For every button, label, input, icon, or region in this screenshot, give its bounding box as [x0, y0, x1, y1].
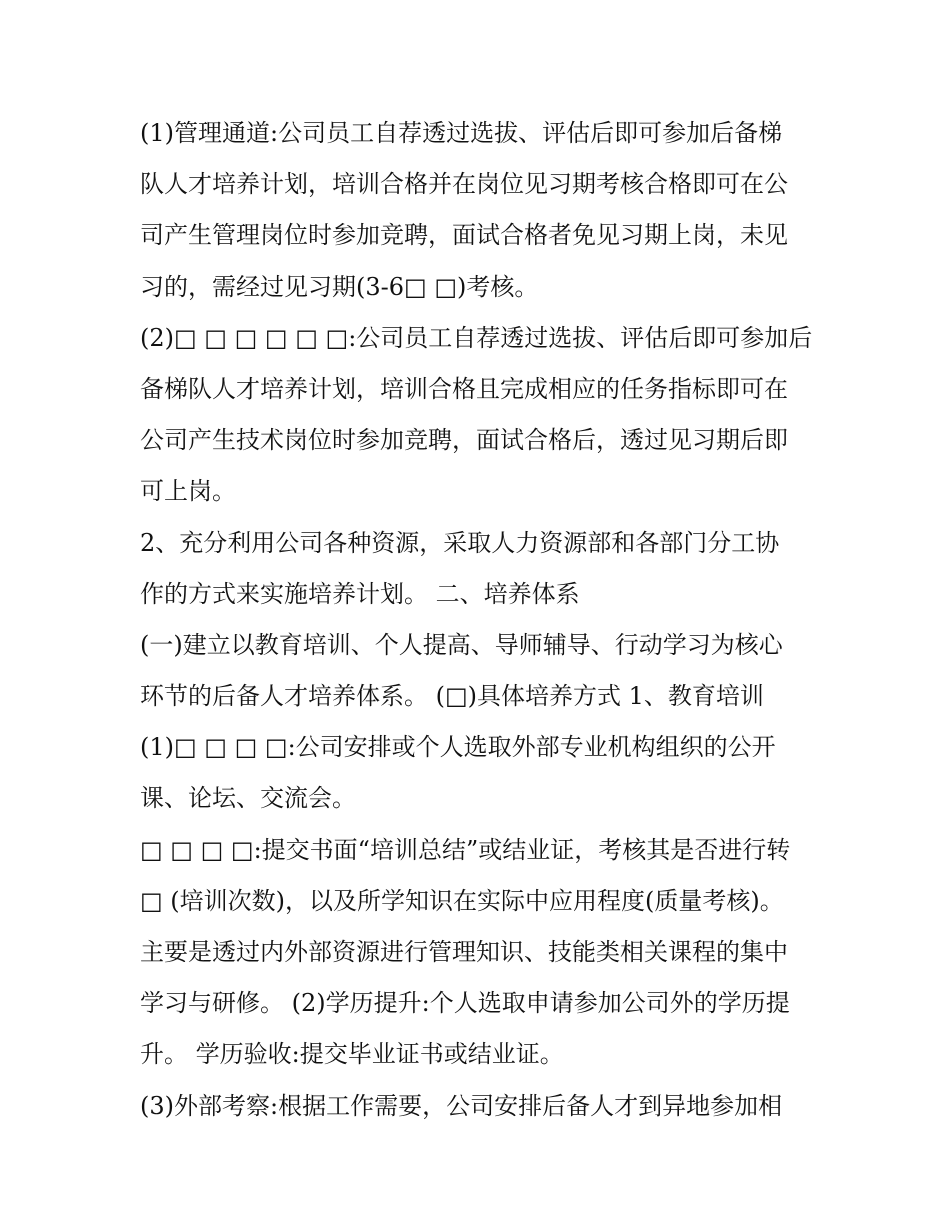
text-line: 环节的后备人才培养体系。 (□)具体培养方式 1、教育培训	[140, 682, 764, 711]
text-line: □ (培训次数)，以及所学知识在实际中应用程度(质量考核)。	[140, 886, 784, 915]
text-line: 公司产生技术岗位时参加竞聘，面试合格后，透过见习期后即	[140, 426, 788, 455]
document-body	[140, 108, 820, 1132]
text-line: 备梯队人才培养计划，培训合格且完成相应的任务指标即可在	[140, 374, 788, 403]
text-line: (一)建立以教育培训、个人提高、导师辅导、行动学习为核心	[140, 630, 783, 659]
text-line: 课、论坛、交流会。	[140, 784, 356, 813]
text-line: 作的方式来实施培养计划。 二、培养体系	[140, 579, 580, 608]
text-line: 习的，需经过见习期(3-6□ □)考核。	[140, 272, 539, 301]
text-line: (2)□ □ □ □ □ □:公司员工自荐透过选拔、评估后即可参加后	[140, 323, 813, 352]
text-line: 司产生管理岗位时参加竞聘，面试合格者免见习期上岗，未见	[140, 221, 788, 250]
text-line: 2、充分利用公司各种资源，采取人力资源部和各部门分工协	[140, 528, 780, 557]
text-line: 学习与研修。 (2)学历提升:个人选取申请参加公司外的学历提	[140, 989, 790, 1018]
text-line: 可上岗。	[140, 477, 236, 506]
text-line: □ □ □ □:提交书面“培训总结”或结业证，考核其是否进行转	[140, 835, 791, 864]
text-line: (3)外部考察:根据工作需要，公司安排后备人才到异地参加相	[140, 1091, 783, 1120]
text-line: 队人才培养计划，培训合格并在岗位见习期考核合格即可在公	[140, 170, 788, 199]
text-line: (1)□ □ □ □:公司安排或个人选取外部专业机构组织的公开	[140, 733, 776, 762]
text-line: 主要是透过内外部资源进行管理知识、技能类相关课程的集中	[140, 938, 788, 966]
text-line: (1)管理通道:公司员工自荐透过选拔、评估后即可参加后备梯	[140, 119, 783, 147]
text-line: 升。 学历验收:提交毕业证书或结业证。	[140, 1040, 564, 1069]
